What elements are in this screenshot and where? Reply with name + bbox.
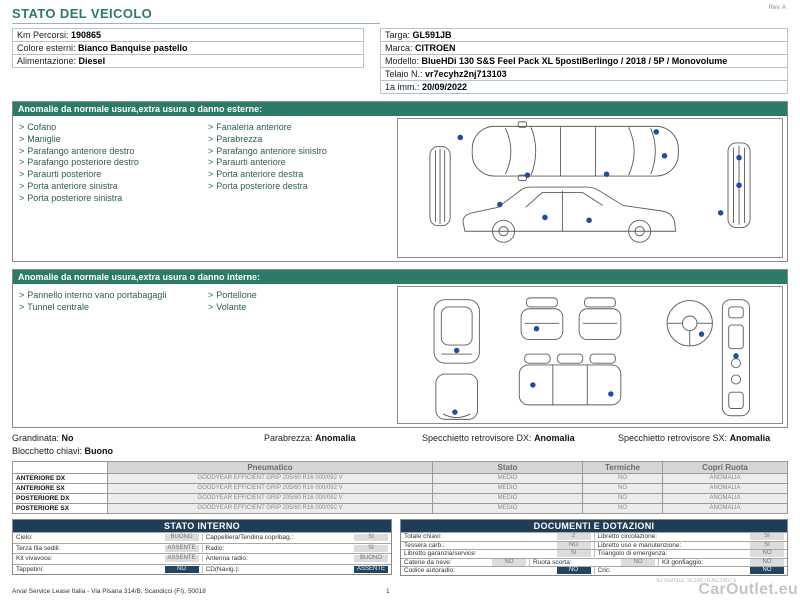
arrow-bullet: > [208,290,214,300]
damage-dot [718,210,724,216]
field-value: ASSENTE [165,545,199,552]
tire-copri-ruota: ANOMALIA [663,484,788,494]
field-label: Libretto circolazione: [597,533,658,541]
vehicle-info-right-table [380,28,788,94]
anomaly-item [208,146,358,157]
anomaly-label: Parafango anteriore sinistro [216,145,327,156]
field-value: NO [621,559,655,566]
anomaly-label: Parafango posteriore destro [27,157,139,168]
documenti-table [400,519,788,576]
field-label: Catene da neve: [404,558,452,566]
interior-damage-diagram [398,287,782,423]
damage-dot [534,326,539,331]
summary-value: Buono [84,446,114,456]
anomaly-label: Cofano [27,122,57,132]
damage-dot [736,182,742,188]
field [401,567,594,574]
anomaly-item [19,157,169,168]
field-label: Kit vivavoce: [16,555,53,563]
vehicle-info-left-table [12,28,364,94]
cabin-seats-view [519,298,621,405]
damage-dot [530,382,535,387]
steering-wheel [667,301,712,346]
tire-termiche: NO [583,504,663,514]
damage-dot [608,391,613,396]
anomaly-label: Porta anteriore sinistra [27,180,118,191]
report-header [12,6,380,24]
field-label: Triangolo di emergenza: [597,550,668,558]
field-label: Terza fila sedili: [16,544,61,552]
field-label: Tappetini: [16,565,44,573]
tire-col-header: Pneumatico [108,462,433,474]
field-value: 2 [557,533,591,540]
arrow-bullet: > [208,169,214,180]
tire-termiche: NO [583,484,663,494]
field-row [401,558,787,567]
info-row [12,28,364,42]
field-value: NO [750,567,784,574]
tire-stato: MEDIO [433,484,583,494]
field [202,534,392,541]
tire-position: POSTERIORE DX [13,494,108,504]
car-top-view [472,122,678,181]
stato-interno-table [12,519,392,575]
interior-diagram-box [397,286,783,424]
anomaly-label: Fanaleria anteriore [216,122,292,132]
arrow-bullet: > [19,290,25,300]
damage-dot [699,331,704,336]
info-label: Targa: [385,30,413,40]
exterior-anomalies-section [12,101,788,262]
damage-dot [733,353,738,358]
field [202,566,392,573]
tire-name: GOODYEAR EFFICIENT GRIP 205/60 R16 000/092 V [108,494,433,504]
info-value: GL591JB [412,30,452,40]
summary-label: Specchietto retrovisore DX: [422,433,535,443]
field [13,534,202,541]
arrow-bullet: > [19,122,25,132]
summary-row [12,433,788,443]
summary-row [12,446,788,456]
field-label: Codice autoradio: [404,567,455,575]
field [529,559,658,566]
summary-value: No [61,433,74,443]
car-front-view [430,147,450,226]
interior-section-body [13,284,787,427]
field [594,567,788,574]
field-value: SI [354,534,388,541]
field-label: Totale chiavi: [404,533,442,541]
summary-value: Anomalia [729,433,771,443]
print-id-text: ID stampa: 3c24b7bJ5c24b7a [656,578,736,584]
field-label: Ruota scorta: [533,558,572,566]
field-value: ASSENTE [165,555,199,562]
info-row [380,42,788,55]
anomaly-item [208,169,358,180]
anomaly-item [208,157,358,168]
anomaly-item [19,193,169,204]
summary-item [618,433,788,443]
tire-row [13,484,788,494]
field-value: NO [750,550,784,557]
arrow-bullet: > [208,180,214,191]
field [594,533,788,540]
anomaly-item [208,181,358,192]
field-label: Libretto uso e manutenzione: [597,541,682,549]
anomaly-item [19,181,169,192]
arrow-bullet: > [19,192,25,203]
field-label: Antenna radio: [205,555,248,563]
info-value: 190865 [71,30,102,40]
field [401,550,594,557]
field-label: CD(Navig.): [205,565,240,573]
anomaly-item [19,122,169,133]
info-row [12,42,364,55]
arrow-bullet: > [208,122,214,132]
tire-row [13,474,788,484]
tire-stato: MEDIO [433,504,583,514]
anomaly-item [208,290,358,301]
exterior-diagram-box [397,118,783,258]
interior-anomaly-col2 [208,290,397,424]
info-value: Bianco Banquise pastello [78,43,188,53]
field-value: NO [165,566,199,573]
field-row [401,566,787,575]
car-side-view [463,187,676,242]
info-label: Colore esterni: [17,43,79,53]
watermark: CarOutlet.eu [698,581,798,598]
tire-row [13,494,788,504]
field-value: NO [557,542,591,549]
field-value: SI [750,533,784,540]
exterior-anomaly-col1 [19,122,208,258]
info-label: 1a imm.: [385,82,423,92]
field-row [401,532,787,541]
arrow-bullet: > [208,301,214,312]
field [594,542,788,549]
anomaly-label: Porta posteriore sinistra [27,192,123,203]
anomaly-item [19,169,169,180]
field-value: SI [354,545,388,552]
field-value: SI [557,550,591,557]
info-label: Telaio N.: [385,69,426,79]
damage-dot [525,172,531,178]
anomaly-item [19,134,169,145]
arrow-bullet: > [19,169,25,180]
anomaly-label: Porta posteriore destra [216,180,308,191]
field-value: ASSENTE [354,566,388,573]
stato-interno-body [13,532,391,574]
interior-anomalies-section [12,269,788,428]
tire-row [13,504,788,514]
arrow-bullet: > [208,157,214,168]
tire-position: ANTERIORE DX [13,474,108,484]
page-number: 1 [386,588,390,595]
exterior-section-body [13,116,787,261]
documenti-body [401,532,787,575]
tires-table [12,461,788,514]
damage-dot [497,202,503,208]
damage-dot [454,348,459,353]
damage-dot [542,215,548,221]
field-label: Libretto garanzia/service: [404,550,477,558]
field-value: NO [557,567,591,574]
field-label: Tessera carb.: [404,541,445,549]
exterior-anomaly-lists [19,118,397,258]
anomaly-item [19,290,169,301]
info-row [380,68,788,81]
anomaly-item [208,134,358,145]
info-label: Km Percorsi: [17,30,72,40]
summary-item [12,433,264,443]
info-value: vr7ecyhz2nj713103 [425,69,507,79]
arrow-bullet: > [19,180,25,191]
tire-copri-ruota: ANOMALIA [663,504,788,514]
tire-col-header: Copri Ruota [663,462,788,474]
tire-header-row [13,462,788,474]
arrow-bullet: > [19,145,25,156]
field-label: Cappelliera/Tendina copribag.: [205,534,294,542]
info-value: CITROEN [415,43,456,53]
info-label: Marca: [385,43,416,53]
summary-value: Anomalia [534,433,575,443]
damage-dot [458,135,464,141]
exterior-damage-diagram [398,119,782,257]
tire-copri-ruota: ANOMALIA [663,474,788,484]
info-label: Modello: [385,56,422,66]
summary-label: Blocchetto chiavi: [12,446,85,456]
arrow-bullet: > [19,301,25,312]
field [594,550,788,557]
field-row [401,541,787,550]
field [13,566,202,573]
damage-dot [736,155,742,161]
tire-col-header: Stato [433,462,583,474]
anomaly-item [19,302,169,313]
bottom-tables [12,519,788,576]
tire-name: GOODYEAR EFFICIENT GRIP 205/60 R16 000/092 V [108,474,433,484]
damage-dot [653,129,659,135]
field [401,542,594,549]
anomaly-label: Volante [216,301,247,312]
field-label: Radio: [205,544,225,552]
interior-anomaly-col1 [19,290,208,424]
anomaly-label: Pannello interno vano portabagagli [27,290,167,300]
field-value: NO [750,559,784,566]
field [13,555,202,562]
anomaly-item [208,302,358,313]
tire-termiche: NO [583,494,663,504]
footer-company: Arval Service Lease Italia - Via Pisana 314/B, Scandicci (FI), 50018 [12,588,206,595]
summary-item [264,433,422,443]
anomaly-label: Maniglie [27,133,61,144]
tailgate-view [434,300,479,363]
field-row [13,543,391,554]
field-row [401,549,787,558]
field-row [13,532,391,543]
field-value: NO [492,559,526,566]
documenti-header: DOCUMENTI E DOTAZIONI [401,520,787,532]
summary-label: Parabrezza: [264,433,316,443]
anomaly-label: Porta anteriore destra [216,169,304,180]
summary-item [422,433,618,443]
exterior-section-header: Anomalie da normale usura,extra usura o danno esterne: [13,102,787,116]
anomaly-item [19,146,169,157]
field-label: Cric: [597,567,611,575]
field-value: SI [750,542,784,549]
damage-dot [662,153,668,159]
tire-name: GOODYEAR EFFICIENT GRIP 205/60 R16 000/092 V [108,484,433,494]
tire-stato: MEDIO [433,494,583,504]
info-value: BlueHDi 130 S&S Feel Pack XL 5postiBerlingo / 2018 / 5P / Monovolume [421,56,728,66]
damage-dot [586,217,592,223]
field [401,533,594,540]
tire-position: ANTERIORE SX [13,484,108,494]
anomaly-label: Paraurti posteriore [27,169,102,180]
info-row [380,28,788,42]
anomaly-label: Paraurti anteriore [216,157,286,168]
summary-label: Grandinata: [12,433,62,443]
arrow-bullet: > [19,157,25,168]
anomaly-item [208,122,358,133]
tire-copri-ruota: ANOMALIA [663,494,788,504]
arrow-bullet: > [208,133,214,144]
anomaly-label: Portellone [216,290,257,300]
field-row [13,553,391,564]
anomaly-label: Parabrezza [216,133,263,144]
summary-value: Anomalia [315,433,356,443]
info-value: 20/09/2022 [422,82,468,92]
field-row [13,564,391,575]
arrow-bullet: > [19,133,25,144]
info-row [12,55,364,68]
tire-name: GOODYEAR EFFICIENT GRIP 205/60 R16 000/092 V [108,504,433,514]
info-label: Alimentazione: [17,56,79,66]
info-row [380,55,788,68]
stato-interno-header: STATO INTERNO [13,520,391,532]
summary-section [12,433,788,456]
field [658,559,787,566]
summary-label: Specchietto retrovisore SX: [618,433,730,443]
tire-col-header: Termiche [583,462,663,474]
info-value: Diesel [78,56,106,66]
field-value: BUONO [354,555,388,562]
tire-header-empty [13,462,108,474]
anomaly-label: Tunnel centrale [27,301,89,312]
anomaly-label: Parafango anteriore destro [27,145,135,156]
tire-position: POSTERIORE SX [13,504,108,514]
interior-anomaly-lists [19,286,397,424]
field [13,545,202,552]
revision-label: Rev. A [768,5,786,11]
field-label: Kit gonfiaggio: [662,558,704,566]
damage-dot [604,171,610,177]
exterior-anomaly-col2 [208,122,397,258]
vehicle-info [12,28,788,94]
tire-termiche: NO [583,474,663,484]
page-title: STATO DEL VEICOLO [12,6,153,21]
tire-stato: MEDIO [433,474,583,484]
field [202,545,392,552]
arrow-bullet: > [208,145,214,156]
field [401,559,529,566]
summary-item [12,446,113,456]
field-value: BUONO [165,534,199,541]
info-row [380,81,788,94]
field [202,555,392,562]
damage-dot [452,409,457,414]
interior-section-header: Anomalie da normale usura,extra usura o danno interne: [13,270,787,284]
field-label: Cielo: [16,534,33,542]
